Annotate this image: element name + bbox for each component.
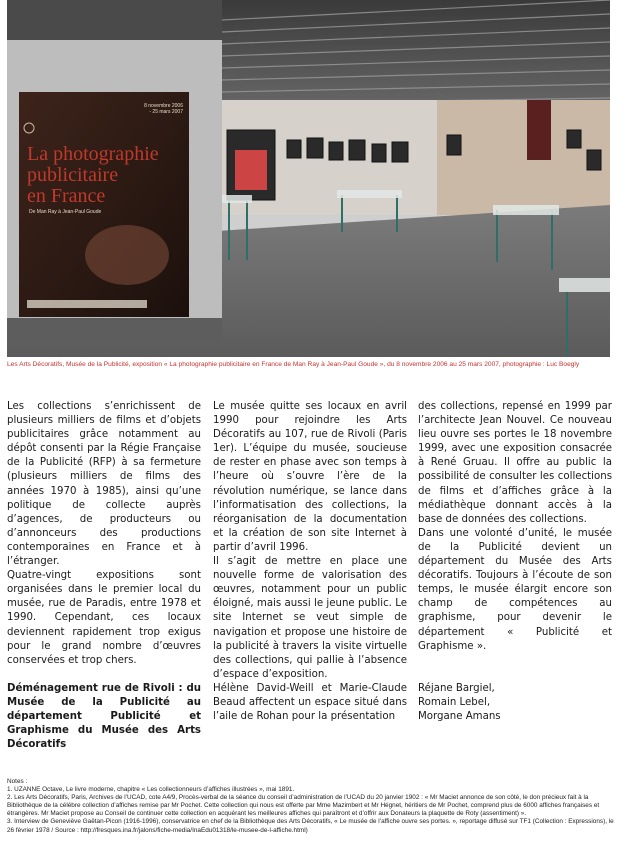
footnote-3: 3. Interview de Geneviève Gaëtan-Picon (1916-1996), conservatrice en chef de la Bibliothèque des Arts Décoratifs, « Le musée de l’affiche ouvre ses portes. », reportage diffusé sur TF1 (Collection : Expressions), le 26 février 1978 / Source : http://fresques.ina.fr/jalons/fiche-media/InaEdu01318/le-musee-de-l-affiche.html) <box>7 818 614 834</box>
paragraph: Il s’agit de mettre en place une nouvelle forme de valorisation des œuvres, notamment pour un public éloigné, mais aussi le jeune public. Le site Internet se veut simple de navigation et propose une histoire de la publicité à travers la visite virtuelle des collections, qui pallie à l’absence d’espace d’exposition. <box>213 556 407 680</box>
signature-line: Réjane Bargiel, <box>418 682 495 694</box>
section-heading: Déménagement rue de Rivoli : du Musée de la Publicité au département Publicité et Graphisme du Musée des Arts Décoratifs <box>7 682 201 751</box>
footnote-2: 2. Les Arts Décoratifs, Paris, Archives de l’UCAD, cote A4/9, Procès-verbal de la séance du conseil d’administration de l’UCAD du 20 janvier 1902 : « Mr Maciet annonce de son côté, le don précieux fait à la Bibliothèque de la célèbre collection d’affiches remise par Mr Pochet. Cette collection qui nous est offerte par Mme Mazimbert et Mr Hégnet, héritiers de Mr Pochet, comprend plus de 6000 affiches françaises et étrangères. Mr Maciet propose au Conseil de continuer cette collection en acquérant les meilleures affiches qui paraîtront et d’offrir aux Donateurs la plaquette de Roty (assentiment) ». <box>7 794 600 818</box>
signature-line: Morgane Amans <box>418 710 501 722</box>
poster-title-2: publicitaire <box>27 164 119 186</box>
paragraph: des collections, repensé en 1999 par l’architecte Jean Nouvel. Ce nouveau lieu ouvre ses portes le 18 novembre 1999, avec une exposition consacrée à René Gruau. Il offre au public la possibilité de consulter les collections de films et d’affiches grâce à la médiathèque donnant accès à la base de données des collections. <box>418 401 612 525</box>
poster-title-3: en France <box>27 185 106 207</box>
paragraph: Quatre-vingt expositions sont organisées dans le premier local du musée, rue de Paradis, entre 1978 et 1990. Cependant, ces locaux deviennent rapidement trop exigus pour le grand nombre d’œuvres conservées et trop chers. <box>7 570 201 666</box>
poster-title-1: La photographie <box>27 143 159 165</box>
paragraph: Les collections s’enrichissent de plusieurs milliers de films et d’objets publicitaires grâce notamment au dépôt consenti par la Régie Française de la Publicité (RFP) à sa fermeture (plusieurs milliers de films des années 1970 à 1985), ainsi qu’une politique de collecte auprès d’agences, de producteurs ou d’annonceurs des productions contemporaines en France et à l’étranger. <box>7 401 201 568</box>
footnotes <box>7 778 617 835</box>
paragraph: Le musée quitte ses locaux en avril 1990 pour rejoindre les Arts Décoratifs au 107, rue de Rivoli (Paris 1er). L’équipe du musée, soucieuse de rester en phase avec son temps à l’heure où s’ouvre l’ère de la révolution numérique, se lance dans l’informatisation des collections, la réorganisation de la documentation et la création de son site Internet à partir d’avril 1996. <box>213 401 407 553</box>
footnote-1: 1. UZANNE Octave, Le livre moderne, chapitre « Les collectionneurs d’affiches illustrées », mai 1891. <box>7 786 295 794</box>
text-column-3 <box>418 400 612 724</box>
photo-caption: Les Arts Décoratifs, Musée de la Publicité, exposition « La photographie publicitaire en France de Man Ray à Jean-Paul Goude », du 8 novembre 2006 au 25 mars 2007, photographie : Luc Boegly <box>7 361 580 368</box>
exhibition-photo <box>7 0 610 357</box>
signature-line: Romain Lebel, <box>418 696 491 708</box>
text-column-1 <box>7 400 201 752</box>
paragraph: Dans une volonté d’unité, le musée de la Publicité devient un département du Musée des Arts décoratifs. Toujours à l’écoute de son temps, le musée élargit encore son champ de compétences au graphisme, pour devenir le département « Publicité et Graphisme ». <box>418 527 612 652</box>
paragraph: Hélène David-Weill et Marie-Claude Beaud affectent un espace situé dans l’aile de Rohan pour la présentation <box>213 682 407 723</box>
poster-date-2: - 25 mars 2007 <box>149 109 183 115</box>
poster-date-1: 8 novembre 2006 <box>144 103 183 109</box>
text-column-2 <box>213 400 407 724</box>
poster-subtitle: De Man Ray à Jean-Paul Goude <box>29 209 102 215</box>
notes-label: Notes : <box>7 778 28 785</box>
